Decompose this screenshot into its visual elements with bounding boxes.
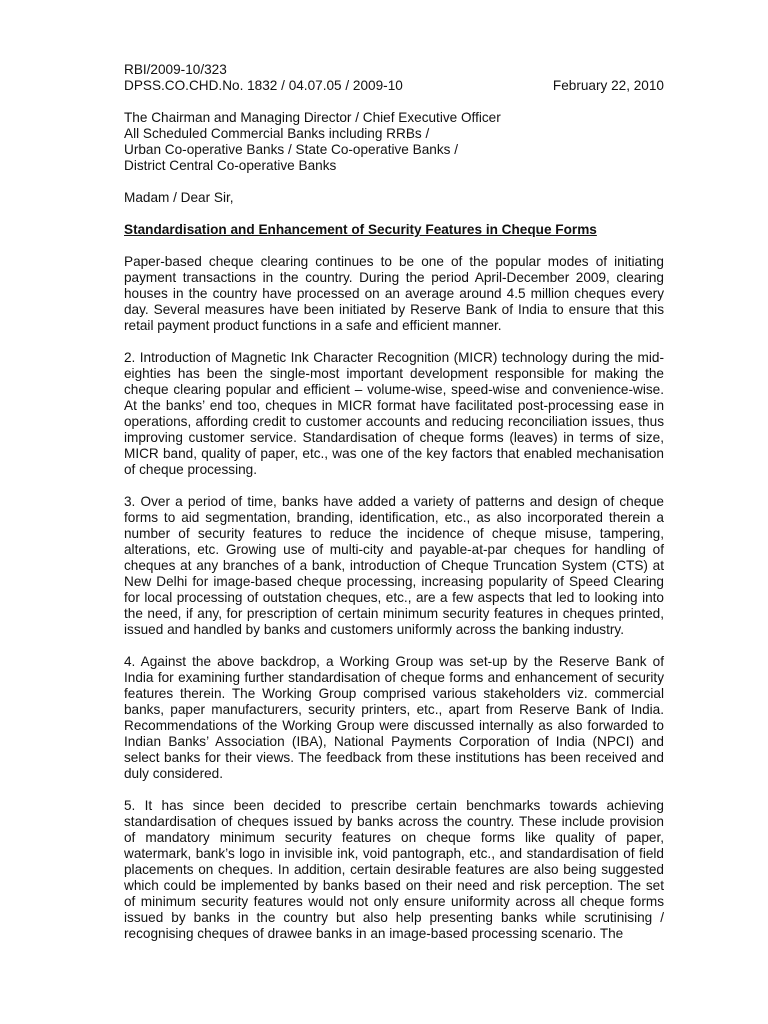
- addressee-line: Urban Co-operative Banks / State Co-operative Banks /: [124, 142, 458, 157]
- reference-line: [124, 78, 664, 94]
- circular-number: RBI/2009-10/323: [124, 62, 227, 77]
- subject-heading: Standardisation and Enhancement of Security Features in Cheque Forms: [124, 222, 597, 237]
- paragraph-1: Paper-based cheque clearing continues to be one of the popular modes of initiating payment transactions in the country. During the period April-December 2009, clearing houses in the country have processed on an average around 4.5 million cheques every day. Several measures have been initiated by Reserve Bank of India to ensure that this retail payment product functions in a safe and efficient manner.: [124, 254, 664, 333]
- addressee-line: All Scheduled Commercial Banks including RRBs /: [124, 126, 430, 141]
- paragraph-2: 2. Introduction of Magnetic Ink Character Recognition (MICR) technology during the mid-eighties has been the single-most important development responsible for making the cheque clearing popular and efficient – volume-wise, speed-wise and convenience-wise. At the banks’ end too, cheques in MICR format have facilitated post-processing ease in operations, affording credit to customer accounts and reducing reconciliation issues, thus improving customer service. Standardisation of cheque forms (leaves) in terms of size, MICR band, quality of paper, etc., was one of the key factors that enabled mechanisation of cheque processing.: [124, 350, 664, 477]
- addressee-line: District Central Co-operative Banks: [124, 158, 337, 173]
- circular-document: [124, 62, 664, 942]
- addressee-line: The Chairman and Managing Director / Chief Executive Officer: [124, 110, 501, 125]
- salutation: Madam / Dear Sir,: [124, 190, 234, 205]
- paragraph-4: 4. Against the above backdrop, a Working Group was set-up by the Reserve Bank of India for examining further standardisation of cheque forms and enhancement of security features therein. The Working Group comprised various stakeholders viz. commercial banks, paper manufacturers, security printers, etc., apart from Reserve Bank of India. Recommendations of the Working Group were discussed internally as also forwarded to Indian Banks’ Association (IBA), National Payments Corporation of India (NPCI) and select banks for their views. The feedback from these institutions has been received and duly considered.: [124, 654, 664, 781]
- letter-date: February 22, 2010: [552, 78, 664, 93]
- paragraph-3: 3. Over a period of time, banks have added a variety of patterns and design of cheque forms to aid segmentation, branding, identification, etc., as also incorporated therein a number of security features to reduce the incidence of cheque misuse, tampering, alterations, etc. Growing use of multi-city and payable-at-par cheques for handling of cheques at any branches of a bank, introduction of Cheque Truncation System (CTS) at New Delhi for image-based cheque processing, increasing popularity of Speed Clearing for local processing of outstation cheques, etc., are a few aspects that led to looking into the need, if any, for prescription of certain minimum security features in cheques printed, issued and handled by banks and customers uniformly across the banking industry.: [124, 494, 664, 637]
- addressee-block: [124, 110, 664, 174]
- paragraph-5: 5. It has since been decided to prescribe certain benchmarks towards achieving standardisation of cheques issued by banks across the country. These include provision of mandatory minimum security features on cheque forms like quality of paper, watermark, bank’s logo in invisible ink, void pantograph, etc., and standardisation of field placements on cheques. In addition, certain desirable features are also being suggested which could be implemented by banks based on their need and risk perception. The set of minimum security features would not only ensure uniformity across all cheque forms issued by banks in the country but also help presenting banks while scrutinising / recognising cheques of drawee banks in an image-based processing scenario. The: [124, 798, 664, 941]
- department-reference: DPSS.CO.CHD.No. 1832 / 04.07.05 / 2009-10: [124, 78, 403, 93]
